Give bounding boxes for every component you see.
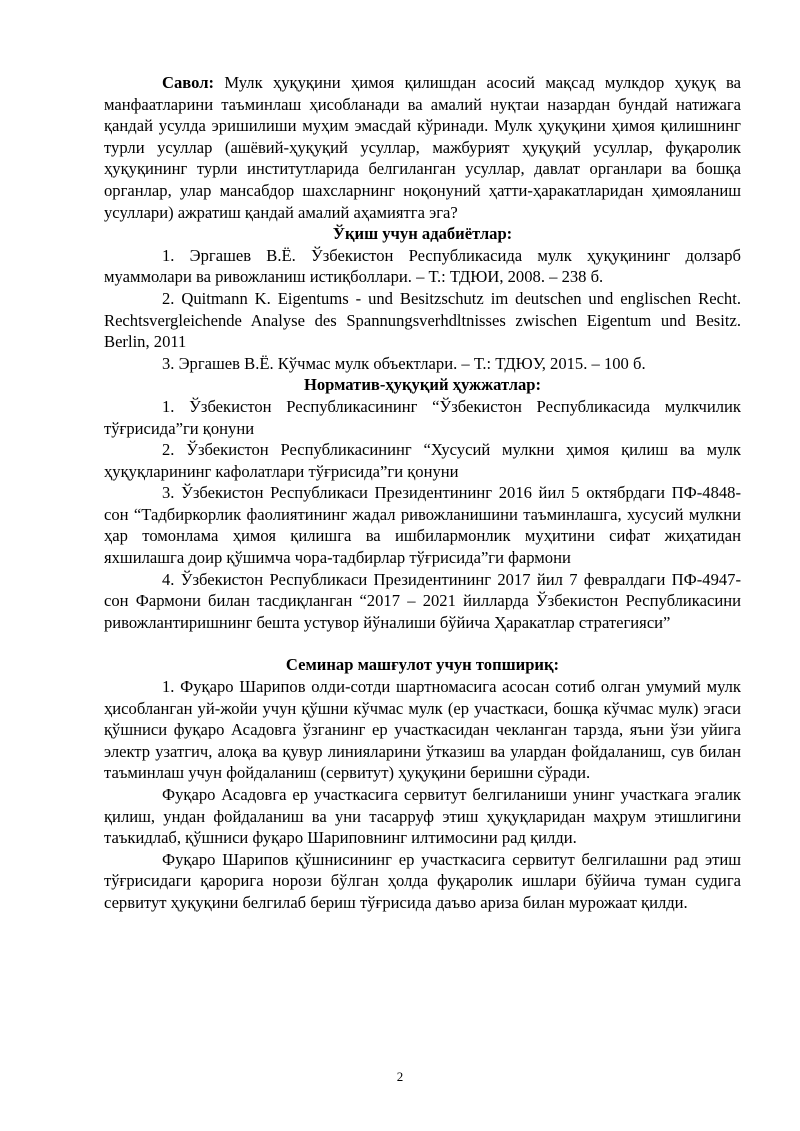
question-label: Савол: — [162, 73, 215, 92]
seminar-paragraph: Фуқаро Шарипов қўшнисининг ер участкасига сервитут белгилашни рад этиш тўғрисидаги қарорига норози бўлган ҳолда фуқаролик ишлари бўйича туман судига сервитут ҳуқуқини белгилаб бериш тўғрисида даъво ариза билан мурожаат қилди. — [104, 849, 741, 912]
seminar-paragraph: 1. Фуқаро Шарипов олди-сотди шартномасига асосан сотиб олган умумий мулк ҳисобланган уй-жойи учун қўшни кўчмас мулк (ер участкаси, бошқа кўчмас мулк) эгаси қўшниси фуқаро Асадовга ўзганинг ер участкасидан чекланган тарзда, яъни ўзи уйига электр узатгич, алоқа ва қувур линияларини ўтказиш ва улардан фойдаланиш, сув билан таъминлаш учун фойдаланиш (сервитут) ҳуқуқини беришни сўради. — [104, 677, 741, 783]
page-number: 2 — [396, 1069, 404, 1084]
seminar-heading: Семинар машғулот учун топшириқ: — [285, 655, 560, 675]
normative-item: 3. Ўзбекистон Республикаси Президентининг 2016 йил 5 октябрдаги ПФ-4848-сон “Тадбиркорлик фаолиятининг жадал ривожланишини таъминлашга, хусусий мулкни ҳар томонлама ҳимоя қилишга ва ишбилармонлик муҳитини сифат жиҳатидан яхшилашга доир қўшимча чора-тадбирлар тўғрисида”ги фармони — [104, 483, 741, 568]
section-spacer — [104, 633, 741, 654]
normative-item: 2. Ўзбекистон Республикасининг “Хусусий мулкни ҳимоя қилиш ва мулк ҳуқуқларининг кафолатлари тўғрисида”ги қонуни — [104, 440, 741, 481]
normative-item: 1. Ўзбекистон Республикасининг “Ўзбекистон Республикасида мулкчилик тўғрисида”ги қонуни — [104, 396, 741, 438]
normative-item: 4. Ўзбекистон Республикаси Президентининг 2017 йил 7 февралдаги ПФ-4947-сон Фармони билан тасдиқланган “2017 – 2021 йилларда Ўзбекистон Республикасини ривожлантиришнинг бешта устувор йўналиши бўйича Ҳаракатлар стратегияси” — [104, 569, 741, 632]
question-paragraph — [104, 72, 741, 223]
normative-heading: Норматив-ҳуқуқий ҳужжатлар: — [303, 375, 542, 395]
question-text: Мулк ҳуқуқини ҳимоя қилишдан асосий мақсад мулкдор ҳуқуқ ва манфаатларини таъминлаш ҳисобланади ва амалий нуқтаи назардан бундай натижага қандай усулда эришилиши муҳим эмасдай кўринади. Мулк ҳуқуқини ҳимоя қилишнинг турли усуллар (ашёвий-ҳуқуқий усуллар, мажбурият ҳуқуқий усуллар, фуқаролик ҳуқуқининг турли институтларида белгиланган усуллар, давлат органлари ва бошқа органлар, улар мансабдор шахсларнинг ноқонуний ҳатти-ҳаракатларидан ҳимояланиш усуллари) ажратиш қандай амалий аҳамиятга эга? — [104, 73, 741, 222]
literature-heading: Ўқиш учун адабиётлар: — [332, 224, 513, 244]
literature-item: 1. Эргашев В.Ё. Ўзбекистон Республикасида мулк ҳуқуқининг долзарб муаммолари ва ривожланиш истиқболлари. – Т.: ТДЮИ, 2008. – 238 б. — [104, 245, 741, 287]
page-content — [104, 72, 741, 914]
seminar-paragraph: Фуқаро Асадовга ер участкасига сервитут белгиланиши унинг участкага эгалик қилиш, ундан фойдаланиш ва уни тасарруф этиш ҳуқуқларидан маҳрум этишлигини таъкидлаб, қўшниси фуқаро Шариповнинг илтимосини рад қилди. — [104, 785, 741, 848]
literature-item: 2. Quitmann K. Eigentums - und Besitzschutz im deutschen und englischen Recht. Rechtsvergleichende Analyse des Spannungsverhdltnisses zwischen Eigentum und Besitz. Berlin, 2011 — [104, 288, 741, 352]
literature-item: 3. Эргашев В.Ё. Кўчмас мулк объектлари. – Т.: ТДЮУ, 2015. – 100 б. — [162, 353, 646, 373]
